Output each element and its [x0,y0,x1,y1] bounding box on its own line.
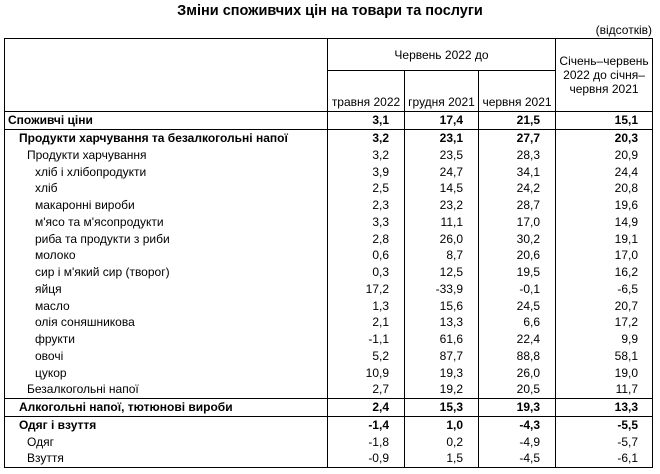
row-value: 20,3 [556,129,653,146]
row-value: 3,2 [328,147,405,164]
row-value: 15,1 [556,112,653,130]
row-value: 8,7 [405,247,479,264]
row-value: 22,4 [479,331,556,348]
row-value: 19,6 [556,197,653,214]
row-value: 34,1 [479,163,556,180]
row-value: 3,3 [328,214,405,231]
row-value: 14,9 [556,214,653,231]
document-title: Зміни споживчих цін на товари та послуги [177,3,483,19]
row-value: 14,5 [405,180,479,197]
row-value: 16,2 [556,264,653,281]
row-label: Одяг [5,433,328,450]
table-row [5,264,653,281]
row-value: 23,2 [405,197,479,214]
row-value: -1,1 [328,331,405,348]
row-label: Одяг і взуття [5,416,328,433]
row-value: 24,2 [479,180,556,197]
header-group-label: Червень 2022 до [328,39,556,71]
table-row [5,398,653,416]
table-row [5,433,653,450]
row-value: 19,2 [405,381,479,398]
row-value: 1,5 [405,450,479,467]
row-label: хліб і хлібопродукти [5,163,328,180]
row-value: 24,7 [405,163,479,180]
row-value: 15,3 [405,398,479,416]
row-label: олія соняшникова [5,314,328,331]
row-value: 24,5 [479,297,556,314]
row-value: 6,6 [479,314,556,331]
row-value: 19,5 [479,264,556,281]
table-row [5,450,653,467]
table-row [5,147,653,164]
row-label: фрукти [5,331,328,348]
table-row [5,281,653,298]
row-value: 3,1 [328,112,405,130]
header-column-june: червня 2021 [479,71,556,112]
row-value: -5,7 [556,433,653,450]
row-label: масло [5,297,328,314]
table-row [5,331,653,348]
row-value: -0,1 [479,281,556,298]
row-label: Споживчі ціни [5,112,328,130]
row-value: -6,1 [556,450,653,467]
row-value: -1,8 [328,433,405,450]
row-label: Взуття [5,450,328,467]
table-body [5,112,653,468]
row-value: -6,5 [556,281,653,298]
table-row [5,297,653,314]
header-column-may: травня 2022 [328,71,405,112]
row-label: яйця [5,281,328,298]
row-value: 19,0 [556,364,653,381]
row-value: 20,8 [556,180,653,197]
table-row [5,381,653,398]
header-column-december: грудня 2021 [405,71,479,112]
unit-note: (відсотків) [595,23,652,37]
row-value: 0,6 [328,247,405,264]
row-value: 21,5 [479,112,556,130]
row-value: 0,3 [328,264,405,281]
row-label: молоко [5,247,328,264]
row-value: 26,0 [479,364,556,381]
row-value: 3,9 [328,163,405,180]
row-value: -4,9 [479,433,556,450]
header-blank-cell [5,39,328,112]
row-label: Продукти харчування та безалкогольні напої [5,129,328,146]
row-value: 19,1 [556,230,653,247]
row-value: -4,5 [479,450,556,467]
row-label: сир і м'який сир (творог) [5,264,328,281]
row-value: 17,4 [405,112,479,130]
row-value: 15,6 [405,297,479,314]
row-value: 27,7 [479,129,556,146]
row-value: 9,9 [556,331,653,348]
row-value: 88,8 [479,348,556,365]
row-value: 20,6 [479,247,556,264]
row-label: овочі [5,348,328,365]
row-label: макаронні вироби [5,197,328,214]
header-period-column: Січень–червень 2022 до січня–червня 2021 [556,39,653,112]
row-value: -5,5 [556,416,653,433]
row-value: -1,4 [328,416,405,433]
row-value: 2,5 [328,180,405,197]
row-value: 28,3 [479,147,556,164]
row-value: 3,2 [328,129,405,146]
table-row [5,197,653,214]
row-value: 30,2 [479,230,556,247]
row-value: 23,1 [405,129,479,146]
row-label: м'ясо та м'ясопродукти [5,214,328,231]
table-row [5,364,653,381]
row-value: 0,2 [405,433,479,450]
table-row [5,348,653,365]
row-value: 17,0 [556,247,653,264]
table-row [5,314,653,331]
row-value: -0,9 [328,450,405,467]
row-value: 5,2 [328,348,405,365]
row-value: 23,5 [405,147,479,164]
price-change-table [4,38,653,468]
row-value: 20,7 [556,297,653,314]
row-value: 11,7 [556,381,653,398]
table-row [5,247,653,264]
row-value: 58,1 [556,348,653,365]
table-row [5,214,653,231]
row-label: Безалкогольні напої [5,381,328,398]
row-value: 20,9 [556,147,653,164]
row-value: 2,3 [328,197,405,214]
row-label: Продукти харчування [5,147,328,164]
table-row [5,112,653,130]
row-value: 10,9 [328,364,405,381]
row-value: 20,5 [479,381,556,398]
row-value: 17,0 [479,214,556,231]
row-value: 26,0 [405,230,479,247]
row-value: 19,3 [479,398,556,416]
row-value: 61,6 [405,331,479,348]
row-value: 17,2 [328,281,405,298]
row-value: -33,9 [405,281,479,298]
row-value: 87,7 [405,348,479,365]
row-value: 28,7 [479,197,556,214]
row-value: -4,3 [479,416,556,433]
row-value: 1,3 [328,297,405,314]
table-row [5,230,653,247]
table-row [5,180,653,197]
row-value: 1,0 [405,416,479,433]
row-value: 12,5 [405,264,479,281]
table-row [5,129,653,146]
row-value: 2,1 [328,314,405,331]
row-value: 2,4 [328,398,405,416]
row-value: 11,1 [405,214,479,231]
row-label: хліб [5,180,328,197]
row-value: 13,3 [556,398,653,416]
row-value: 19,3 [405,364,479,381]
row-value: 2,8 [328,230,405,247]
table-row [5,416,653,433]
row-label: риба та продукти з риби [5,230,328,247]
table-row [5,163,653,180]
row-value: 17,2 [556,314,653,331]
row-label: цукор [5,364,328,381]
row-value: 24,4 [556,163,653,180]
row-value: 2,7 [328,381,405,398]
row-value: 13,3 [405,314,479,331]
row-label: Алкогольні напої, тютюнові вироби [5,398,328,416]
